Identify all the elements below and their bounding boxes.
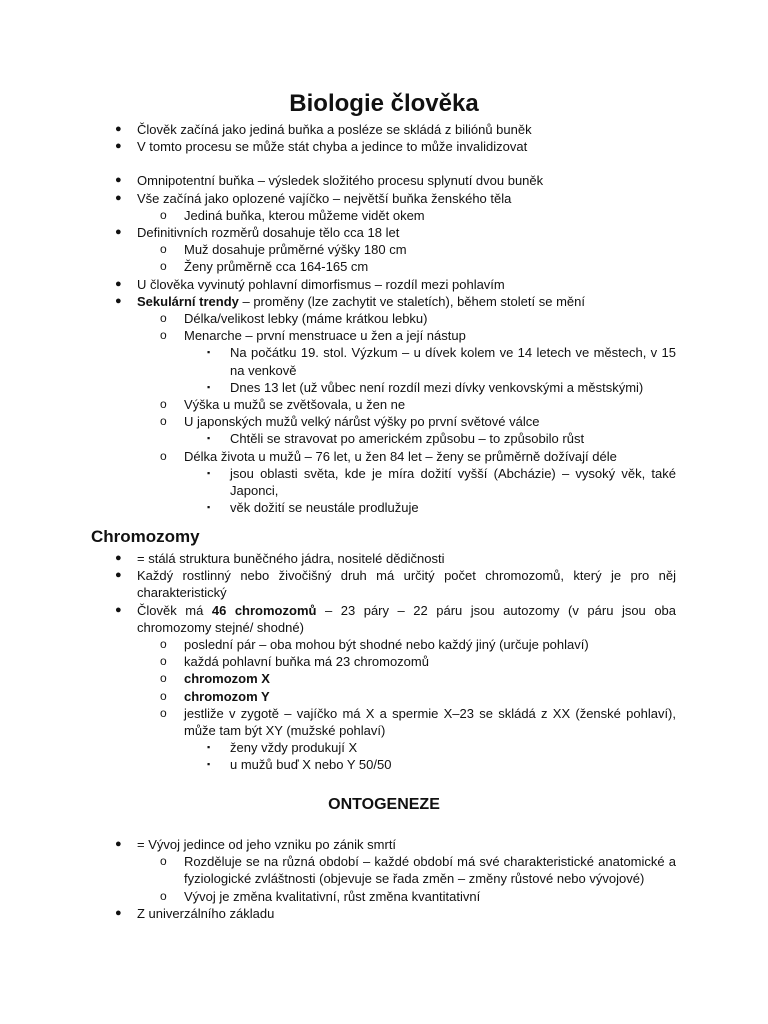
square-marker: ▪ xyxy=(207,381,211,392)
bullet-marker: ● xyxy=(115,294,122,307)
blank-line xyxy=(0,155,768,172)
item-text: Výška u mužů se zvětšovala, u žen ne xyxy=(184,397,406,413)
item-text: Rozděluje se na různá období – každé období má své charakteristické anatomické a fyziologické zvláštnosti (objevuje se řada změn – změny růstové nebo vývojové) xyxy=(184,854,676,887)
square-marker: ▪ xyxy=(207,433,211,444)
list-item xyxy=(0,465,768,499)
bullet-marker: ● xyxy=(115,603,122,616)
bullet-marker: ● xyxy=(115,569,122,582)
item-text: Muž dosahuje průměrné výšky 180 cm xyxy=(184,242,407,258)
item-text: poslední pár – oba mohou být shodné nebo každý jiný (určuje pohlaví) xyxy=(184,637,589,653)
list-item xyxy=(0,396,768,413)
list-item xyxy=(0,705,768,739)
item-text: Definitivních rozměrů dosahuje tělo cca 18 let xyxy=(137,225,400,241)
bullet-marker: ● xyxy=(115,277,122,290)
bold-term: chromozom Y xyxy=(184,688,270,704)
bullet-marker: ● xyxy=(115,552,122,564)
item-text: Na počátku 19. stol. Výzkum – u dívek kolem ve 14 letech ve městech, v 15 na venkově xyxy=(230,345,676,378)
bullet-marker: ● xyxy=(115,191,122,204)
list-item xyxy=(0,379,768,396)
item-text: Ženy průměrně cca 164-165 cm xyxy=(184,259,369,275)
circle-marker: o xyxy=(160,328,167,343)
item-text: = Vývoj jedince od jeho vzniku po zánik smrtí xyxy=(137,837,397,852)
circle-marker: o xyxy=(160,654,167,669)
circle-marker: o xyxy=(160,414,167,429)
list-item xyxy=(0,550,768,567)
item-text: Dnes 13 let (už vůbec není rozdíl mezi dívky venkovskými a městskými) xyxy=(230,379,644,395)
item-text: – 23 páry – 22 páru jsou autozomy (v páru jsou oba chromozomy stejné/ shodné) xyxy=(137,602,677,635)
list-item xyxy=(0,670,768,687)
item-text: Vše začíná jako oplozené vajíčko – největší buňka ženského těla xyxy=(137,190,512,206)
list-item xyxy=(0,739,768,756)
item-text: Délka/velikost lebky (máme krátkou lebku) xyxy=(184,311,428,327)
list-ontogeneze xyxy=(0,836,768,922)
circle-marker: o xyxy=(160,705,167,720)
list-item xyxy=(0,258,768,275)
item-text: věk dožití se neustále prodlužuje xyxy=(230,500,419,516)
list-item xyxy=(0,499,768,516)
item-text: Každý rostlinný nebo živočišný druh má určitý počet chromozomů, který je pro něj charakteristický xyxy=(137,568,676,601)
circle-marker: o xyxy=(160,448,167,463)
item-text: Menarche – první menstruace u žen a její nástup xyxy=(184,328,466,344)
item-text: Z univerzálního základu xyxy=(137,905,275,921)
list-item xyxy=(0,121,768,138)
bullet-marker: ● xyxy=(115,140,122,153)
circle-marker: o xyxy=(160,397,167,412)
list-item xyxy=(0,756,768,773)
circle-marker: o xyxy=(160,671,167,686)
item-text: Člověk začíná jako jediná buňka a posléze se skládá z biliónů buněk xyxy=(137,122,532,137)
list-item xyxy=(0,344,768,378)
item-text: jestliže v zygotě – vajíčko má X a spermie X–23 se skládá z XX (ženské pohlaví), může tam být XY (mužské pohlaví) xyxy=(184,705,676,739)
list-item xyxy=(0,836,768,853)
item-text: Omnipotentní buňka – výsledek složitého procesu splynutí dvou buněk xyxy=(137,173,544,189)
bold-term: 46 chromozomů xyxy=(211,602,317,618)
bold-term: Sekulární trendy xyxy=(137,293,239,309)
circle-marker: o xyxy=(160,854,167,869)
list-item xyxy=(0,224,768,241)
list-item xyxy=(0,327,768,344)
item-text: Vývoj je změna kvalitativní, růst změna kvantitativní xyxy=(184,888,481,904)
list-item xyxy=(0,207,768,224)
item-text: V tomto procesu se může stát chyba a jedince to může invalidizovat xyxy=(137,139,528,155)
item-text: U člověka vyvinutý pohlavní dimorfismus – rozdíl mezi pohlavím xyxy=(137,276,505,292)
section-heading-chromozomy: Chromozomy xyxy=(91,527,200,546)
list-item xyxy=(0,853,768,887)
circle-marker: o xyxy=(160,207,167,222)
bullet-marker: ● xyxy=(115,226,122,239)
list-item xyxy=(0,138,768,155)
list-item xyxy=(0,172,768,189)
bullet-marker: ● xyxy=(115,174,122,187)
section-heading-ontogeneze: ONTOGENEZE xyxy=(328,796,440,813)
circle-marker: o xyxy=(160,242,167,257)
list-chromozomy xyxy=(0,550,768,774)
page-title: Biologie člověka xyxy=(289,90,479,117)
circle-marker: o xyxy=(160,259,167,274)
list-item xyxy=(0,241,768,258)
list-item xyxy=(0,602,768,636)
item-text: U japonských mužů velký nárůst výšky po první světové válce xyxy=(184,414,540,430)
item-text: jsou oblasti světa, kde je míra dožití vyšší (Abcházie) – vysoký věk, také Japonci, xyxy=(230,465,676,499)
list-item xyxy=(0,888,768,905)
item-text: = stálá struktura buněčného jádra, nositelé dědičnosti xyxy=(137,551,445,566)
item-text: Člověk má xyxy=(137,602,212,618)
list-biologie xyxy=(0,121,768,516)
bullet-marker: ● xyxy=(115,123,122,135)
bold-term: chromozom X xyxy=(184,671,270,687)
list-item xyxy=(0,567,768,601)
list-item xyxy=(0,413,768,430)
bullet-marker: ● xyxy=(115,838,122,850)
list-item xyxy=(0,430,768,447)
list-item xyxy=(0,310,768,327)
list-item xyxy=(0,448,768,465)
list-item xyxy=(0,688,768,705)
item-text: Chtěli se stravovat po americkém způsobu – to způsobilo růst xyxy=(230,431,585,447)
circle-marker: o xyxy=(160,688,167,703)
item-text: každá pohlavní buňka má 23 chromozomů xyxy=(184,654,429,670)
item-text: u mužů buď X nebo Y 50/50 xyxy=(230,757,392,773)
list-item xyxy=(0,653,768,670)
item-text: Délka života u mužů – 76 let, u žen 84 let – ženy se průměrně dožívají déle xyxy=(184,448,617,464)
list-item xyxy=(0,190,768,207)
circle-marker: o xyxy=(160,311,167,326)
circle-marker: o xyxy=(160,888,167,903)
list-item xyxy=(0,905,768,922)
square-marker: ▪ xyxy=(207,742,211,753)
list-item xyxy=(0,293,768,310)
square-marker: ▪ xyxy=(207,467,211,478)
item-text: Jediná buňka, kterou můžeme vidět okem xyxy=(184,207,425,223)
bullet-marker: ● xyxy=(115,906,122,919)
square-marker: ▪ xyxy=(207,502,211,513)
square-marker: ▪ xyxy=(207,347,211,358)
circle-marker: o xyxy=(160,637,167,652)
list-item xyxy=(0,636,768,653)
list-item xyxy=(0,276,768,293)
square-marker: ▪ xyxy=(207,759,211,770)
item-text: – proměny (lze zachytit ve staletích), během století se mění xyxy=(238,293,585,309)
item-text: ženy vždy produkují X xyxy=(230,740,358,756)
